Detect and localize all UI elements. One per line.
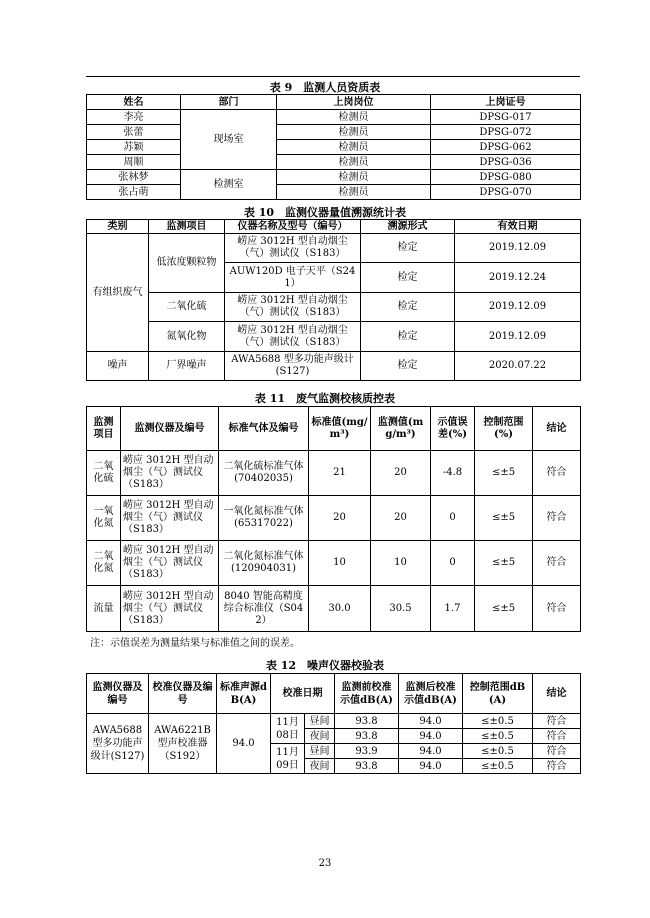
header-cell: 仪器名称及型号（编号） [225, 220, 361, 234]
top-rule [86, 76, 580, 77]
item-cell: 二氧化硫 [87, 451, 121, 496]
gas-cell: 一氧化氮标准气体(65317022) [219, 496, 309, 541]
table-row [87, 234, 581, 263]
header-cell: 监测值(mg/m³) [371, 407, 431, 451]
header-cell: 监测后校准示值dB(A) [399, 674, 463, 714]
table-header-row [87, 95, 581, 110]
post-cell: 检测员 [277, 140, 431, 155]
table10 [86, 219, 581, 381]
result-cell: 符合 [533, 744, 581, 759]
range-cell: ≤±0.5 [463, 759, 533, 774]
cert-cell: DPSG-072 [431, 125, 581, 140]
instrument-cell: 崂应 3012H 型自动烟尘（气）测试仪（S183） [121, 586, 219, 632]
table-header-row [87, 674, 581, 714]
instrument-cell: 崂应 3012H 型自动烟尘（气）测试仪（S183） [121, 541, 219, 586]
item-cell: 氮氧化物 [149, 322, 225, 352]
header-cell: 校准日期 [271, 674, 335, 714]
table-row [87, 125, 581, 140]
header-cell: 示值误差(%) [431, 407, 475, 451]
dept-cell: 检测室 [181, 170, 277, 200]
table11 [86, 406, 581, 632]
header-cell: 上岗岗位 [277, 95, 431, 110]
header-cell: 类别 [87, 220, 149, 234]
header-cell: 监测仪器及编号 [121, 407, 219, 451]
instrument-cell: AUW120D 电子天平（S241） [225, 263, 361, 293]
instrument-cell: 崂应 3012H 型自动烟尘（气）测试仪（S183） [121, 496, 219, 541]
post-cell: 检测员 [277, 170, 431, 185]
period-cell: 夜间 [305, 759, 335, 774]
range-cell: ≤±0.5 [463, 729, 533, 744]
table-row [87, 322, 581, 352]
post-cell: 检测员 [277, 110, 431, 125]
result-cell: 符合 [533, 541, 581, 586]
table9 [86, 94, 581, 200]
table-row [87, 140, 581, 155]
table11-caption: 表 11 废气监测校核质控表 [254, 392, 396, 405]
std-cell: 30.0 [309, 586, 371, 632]
instrument-cell: 崂应 3012H 型自动烟尘（气）测试仪（S183） [225, 322, 361, 352]
std-cell: 20 [309, 496, 371, 541]
after-cell: 94.0 [399, 714, 463, 729]
gas-cell: 二氧化硫标准气体(70402035) [219, 451, 309, 496]
result-cell: 符合 [533, 714, 581, 729]
date-cell: 2019.12.09 [455, 322, 581, 352]
result-cell: 符合 [533, 729, 581, 744]
form-cell: 检定 [361, 293, 455, 322]
cert-cell: DPSG-017 [431, 110, 581, 125]
cert-cell: DPSG-062 [431, 140, 581, 155]
name-cell: 苏颖 [87, 140, 181, 155]
header-cell: 上岗证号 [431, 95, 581, 110]
range-cell: ≤±5 [475, 451, 533, 496]
post-cell: 检测员 [277, 185, 431, 200]
form-cell: 检定 [361, 263, 455, 293]
before-cell: 93.8 [335, 729, 399, 744]
table-row [87, 110, 581, 125]
form-cell: 检定 [361, 234, 455, 263]
table-row [87, 541, 581, 586]
meas-cell: 20 [371, 496, 431, 541]
source-cell: 94.0 [217, 714, 271, 774]
table11-note: 注：示值误差为测量结果与标准值之间的误差。 [90, 638, 300, 649]
table-row [87, 352, 581, 381]
cert-cell: DPSG-080 [431, 170, 581, 185]
name-cell: 张蕾 [87, 125, 181, 140]
result-cell: 符合 [533, 451, 581, 496]
table-row [87, 170, 581, 185]
instrument-cell: AWA5688 型多功能声级计(S127) [87, 714, 149, 774]
header-cell: 控制范围(%) [475, 407, 533, 451]
std-cell: 10 [309, 541, 371, 586]
after-cell: 94.0 [399, 759, 463, 774]
gas-cell: 二氧化氮标准气体(120904031) [219, 541, 309, 586]
item-cell: 厂界噪声 [149, 352, 225, 381]
result-cell: 符合 [533, 759, 581, 774]
header-cell: 姓名 [87, 95, 181, 110]
post-cell: 检测员 [277, 155, 431, 170]
header-cell: 控制范围dB(A) [463, 674, 533, 714]
table-row [87, 586, 581, 632]
err-cell: 0 [431, 496, 475, 541]
before-cell: 93.8 [335, 759, 399, 774]
before-cell: 93.9 [335, 744, 399, 759]
form-cell: 检定 [361, 352, 455, 381]
item-cell: 流量 [87, 586, 121, 632]
header-cell: 标准声源dB(A) [217, 674, 271, 714]
meas-cell: 30.5 [371, 586, 431, 632]
calibrator-cell: AWA6221B 型声校准器（S192） [149, 714, 217, 774]
name-cell: 周顺 [87, 155, 181, 170]
item-cell: 二氧化氮 [87, 541, 121, 586]
header-cell: 结论 [533, 674, 581, 714]
header-cell: 部门 [181, 95, 277, 110]
date-cell: 11月08日 [271, 714, 305, 744]
header-cell: 有效日期 [455, 220, 581, 234]
table-header-row [87, 407, 581, 451]
category-cell: 有组织废气 [87, 234, 149, 352]
period-cell: 夜间 [305, 729, 335, 744]
after-cell: 94.0 [399, 729, 463, 744]
cert-cell: DPSG-036 [431, 155, 581, 170]
gas-cell: 8040 智能高精度综合标准仪（S042） [219, 586, 309, 632]
header-cell: 监测项目 [149, 220, 225, 234]
table-row [87, 293, 581, 322]
header-cell: 校准仪器及编号 [149, 674, 217, 714]
range-cell: ≤±0.5 [463, 744, 533, 759]
meas-cell: 10 [371, 541, 431, 586]
table-row [87, 451, 581, 496]
header-cell: 溯源形式 [361, 220, 455, 234]
table-row [87, 496, 581, 541]
table-row [87, 155, 581, 170]
meas-cell: 20 [371, 451, 431, 496]
table12-caption: 表 12 噪声仪器校验表 [265, 659, 385, 672]
item-cell: 一氧化氮 [87, 496, 121, 541]
instrument-cell: 崂应 3012H 型自动烟尘（气）测试仪（S183） [121, 451, 219, 496]
header-cell: 监测项目 [87, 407, 121, 451]
item-cell: 二氧化硫 [149, 293, 225, 322]
name-cell: 张林梦 [87, 170, 181, 185]
std-cell: 21 [309, 451, 371, 496]
instrument-cell: AWA5688 型多功能声级计(S127) [225, 352, 361, 381]
date-cell: 2019.12.09 [455, 234, 581, 263]
err-cell: -4.8 [431, 451, 475, 496]
err-cell: 1.7 [431, 586, 475, 632]
instrument-cell: 崂应 3012H 型自动烟尘（气）测试仪（S183） [225, 293, 361, 322]
range-cell: ≤±5 [475, 541, 533, 586]
range-cell: ≤±0.5 [463, 714, 533, 729]
instrument-cell: 崂应 3012H 型自动烟尘（气）测试仪（S183） [225, 234, 361, 263]
header-cell: 标准气体及编号 [219, 407, 309, 451]
period-cell: 昼间 [305, 714, 335, 729]
before-cell: 93.8 [335, 714, 399, 729]
range-cell: ≤±5 [475, 586, 533, 632]
header-cell: 标准值(mg/m³) [309, 407, 371, 451]
table-header-row [87, 220, 581, 234]
name-cell: 李亮 [87, 110, 181, 125]
after-cell: 94.0 [399, 744, 463, 759]
name-cell: 张占萌 [87, 185, 181, 200]
page-number: 23 [318, 858, 332, 869]
category-cell: 噪声 [87, 352, 149, 381]
date-cell: 2019.12.09 [455, 293, 581, 322]
result-cell: 符合 [533, 586, 581, 632]
result-cell: 符合 [533, 496, 581, 541]
dept-cell: 现场室 [181, 110, 277, 170]
table-row [87, 714, 581, 729]
table9-caption: 表 9 监测人员资质表 [269, 81, 381, 94]
header-cell: 监测仪器及编号 [87, 674, 149, 714]
date-cell: 2019.12.24 [455, 263, 581, 293]
item-cell: 低浓度颗粒物 [149, 234, 225, 293]
post-cell: 检测员 [277, 125, 431, 140]
period-cell: 昼间 [305, 744, 335, 759]
header-cell: 监测前校准示值dB(A) [335, 674, 399, 714]
form-cell: 检定 [361, 322, 455, 352]
header-cell: 结论 [533, 407, 581, 451]
date-cell: 2020.07.22 [455, 352, 581, 381]
err-cell: 0 [431, 541, 475, 586]
table10-caption: 表 10 监测仪器量值溯源统计表 [243, 206, 407, 219]
cert-cell: DPSG-070 [431, 185, 581, 200]
date-cell: 11月09日 [271, 744, 305, 774]
range-cell: ≤±5 [475, 496, 533, 541]
table12 [86, 673, 581, 774]
table-row [87, 185, 581, 200]
